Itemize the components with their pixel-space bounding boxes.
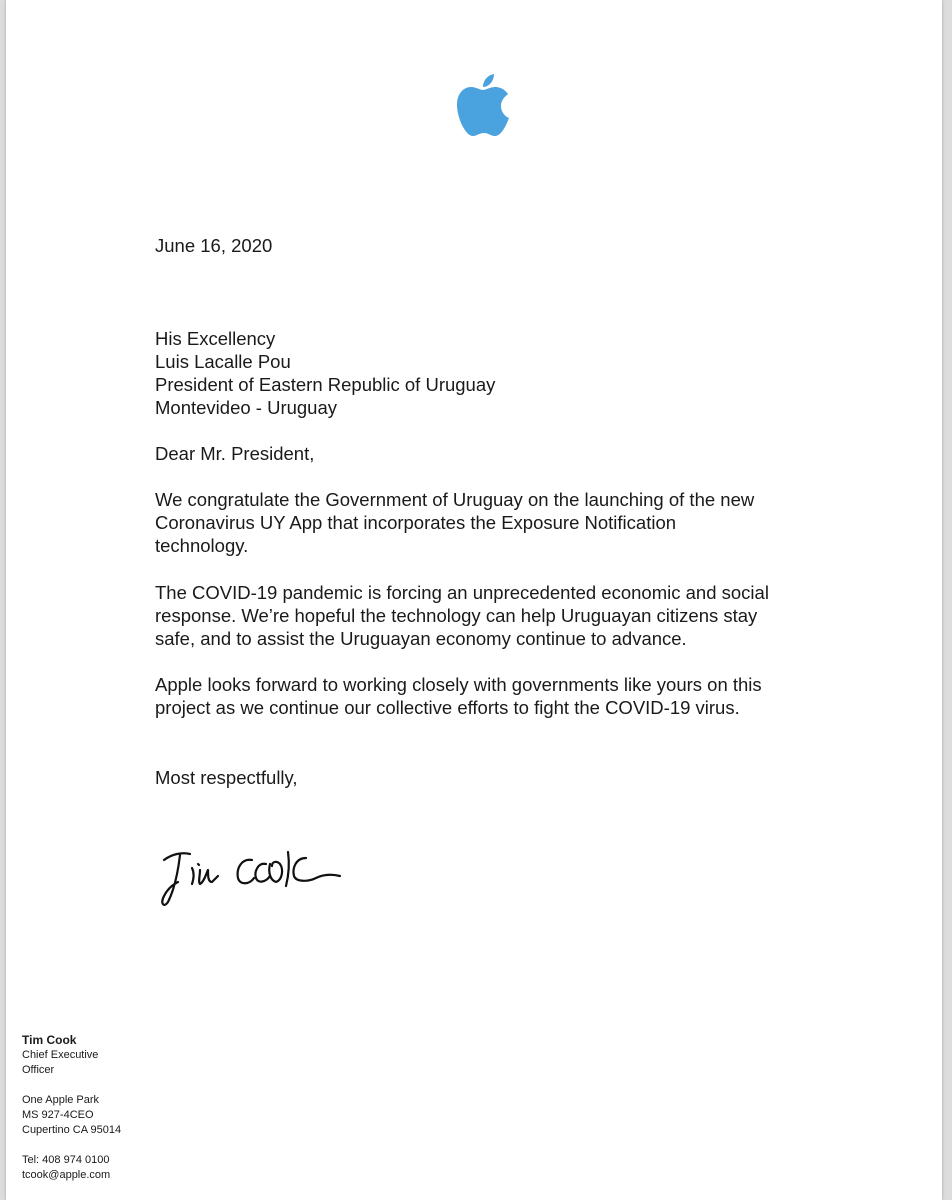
address-line: President of Eastern Republic of Uruguay (155, 374, 496, 395)
paragraph-line: The COVID-19 pandemic is forcing an unprecedented economic and social (155, 582, 769, 603)
paragraph-line: safe, and to assist the Uruguayan economy continue to advance. (155, 628, 687, 649)
sender-address-line: Cupertino CA 95014 (22, 1124, 122, 1136)
sender-title-line: Officer (22, 1064, 55, 1076)
letter-date: June 16, 2020 (155, 235, 273, 256)
sender-email: tcook@apple.com (22, 1169, 111, 1181)
address-line: His Excellency (155, 328, 276, 349)
salutation: Dear Mr. President, (155, 443, 315, 464)
paragraph-line: We congratulate the Government of Uruguay on the launching of the new (155, 489, 755, 510)
paragraph-line: response. We’re hopeful the technology can help Uruguayan citizens stay (155, 605, 758, 626)
sender-address-line: MS 927-4CEO (22, 1109, 94, 1121)
apple-logo-icon (455, 70, 511, 138)
address-line: Luis Lacalle Pou (155, 351, 291, 372)
paragraph-collaboration (155, 673, 762, 719)
address-line: Montevideo - Uruguay (155, 397, 338, 418)
sender-name: Tim Cook (22, 1033, 77, 1047)
paragraph-line: Apple looks forward to working closely with governments like yours on this (155, 674, 762, 695)
paragraph-line: technology. (155, 535, 249, 556)
closing: Most respectfully, (155, 767, 298, 788)
letter-page (6, 0, 942, 1200)
signature (156, 838, 346, 914)
sender-phone: Tel: 408 974 0100 (22, 1154, 110, 1166)
paragraph-congratulations (155, 488, 754, 557)
paragraph-line: Coronavirus UY App that incorporates the Exposure Notification (155, 512, 677, 533)
sender-footer (22, 1033, 121, 1183)
sender-address-line: One Apple Park (22, 1094, 100, 1106)
paragraph-line: project as we continue our collective efforts to fight the COVID-19 virus. (155, 697, 740, 718)
paragraph-pandemic (155, 581, 769, 650)
sender-title-line: Chief Executive (22, 1049, 99, 1061)
recipient-address (155, 327, 495, 419)
